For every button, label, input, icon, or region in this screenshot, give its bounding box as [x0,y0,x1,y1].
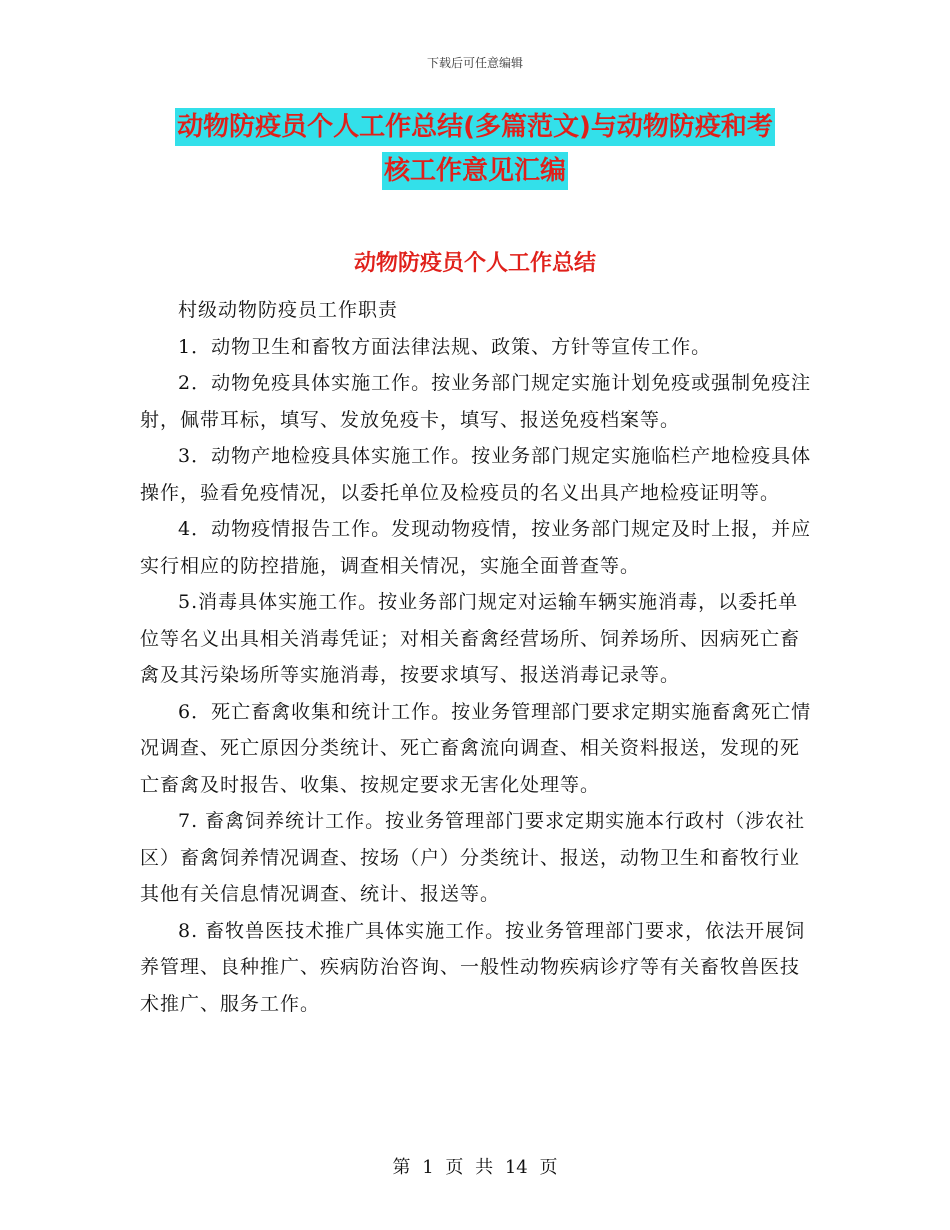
document-body [140,292,812,1022]
paragraph-item-6: 6．死亡畜禽收集和统计工作。按业务管理部门要求定期实施畜禽死亡情况调查、死亡原因分类统计、死亡畜禽流向调查、相关资料报送，发现的死亡畜禽及时报告、收集、按规定要求无害化处理等。 [140,700,812,796]
paragraph-item-1: 1．动物卫生和畜牧方面法律法规、政策、方针等宣传工作。 [178,335,712,358]
header-note: 下载后可任意编辑 [426,56,523,70]
page-footer: 第 1 页 共 14 页 [392,1157,558,1178]
title-line-1: 动物防疫员个人工作总结(多篇范文)与动物防疫和考 [175,108,775,146]
paragraph-item-7: 7. 畜禽饲养统计工作。按业务管理部门要求定期实施本行政村（涉农社区）畜禽饲养情况调查、按场（户）分类统计、报送，动物卫生和畜牧行业其他有关信息情况调查、统计、报送等。 [140,810,806,905]
paragraph-item-8: 8. 畜牧兽医技术推广具体实施工作。按业务管理部门要求，依法开展饲养管理、良种推广、疾病防治咨询、一般性动物疾病诊疗等有关畜牧兽医技术推广、服务工作。 [140,919,806,1015]
section-title: 动物防疫员个人工作总结 [353,251,596,276]
paragraph-item-2: 2．动物免疫具体实施工作。按业务部门规定实施计划免疫或强制免疫注射，佩带耳标，填写、发放免疫卡，填写、报送免疫档案等。 [140,372,812,431]
paragraph-item-3: 3．动物产地检疫具体实施工作。按业务部门规定实施临栏产地检疫具体操作，验看免疫情况，以委托单位及检疫员的名义出具产地检疫证明等。 [140,445,812,504]
paragraph-intro: 村级动物防疫员工作职责 [178,299,399,321]
title-line-2: 核工作意见汇编 [382,152,568,190]
document-title [140,108,810,190]
paragraph-item-5: 5.消毒具体实施工作。按业务部门规定对运输车辆实施消毒，以委托单位等名义出具相关消毒凭证；对相关畜禽经营场所、饲养场所、因病死亡畜禽及其污染场所等实施消毒，按要求填写、报送消毒记录等。 [140,591,801,686]
paragraph-item-4: 4．动物疫情报告工作。发现动物疫情，按业务部门规定及时上报，并应实行相应的防控措施，调查相关情况，实施全面普查等。 [140,518,812,577]
